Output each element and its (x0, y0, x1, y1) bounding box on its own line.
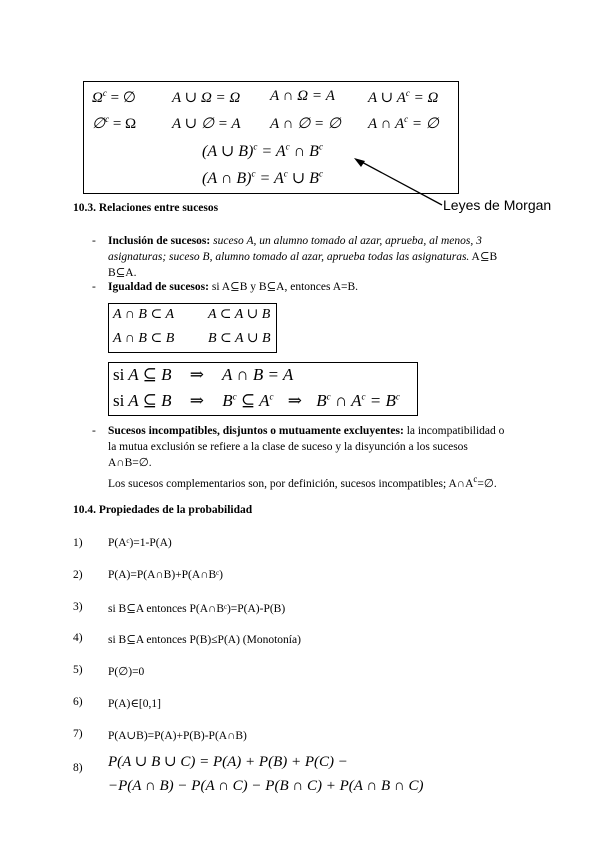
identity-a-intersect-ac (368, 114, 439, 133)
section-heading-10-4: 10.4. Propiedades de la probabilidad (73, 504, 253, 516)
property-number: 4) (73, 632, 83, 644)
bullet-italic-text: suceso A, un alumno tomado al azar, aprueba, al menos, 3 asignaturas; suceso B, alumno tomado al azar, aprueba todas las asignaturas. (108, 235, 482, 263)
morgan-text: (A ∩ B) (202, 170, 252, 187)
morgan-law-1 (202, 141, 323, 161)
bullet-equality (108, 279, 358, 295)
section-heading-10-3: 10.3. Relaciones entre sucesos (73, 202, 219, 214)
implication-row-1 (113, 365, 293, 385)
superscript: c (102, 88, 107, 98)
property-number: 1) (73, 537, 83, 549)
property-text: P(A)∈[0,1] (108, 698, 161, 710)
superscript: c (253, 141, 258, 152)
implication-text: A ∩ B = A (221, 365, 294, 384)
morgan-law-2 (202, 168, 323, 188)
property-text: P(∅)=0 (108, 666, 145, 678)
property-number: 5) (73, 664, 83, 676)
bullet-line4-end: =∅. (477, 477, 497, 490)
property-8-line-1: P(A ∪ B ∪ C) = P(A) + P(B) + P(C) − (108, 754, 348, 770)
superscript: c (405, 88, 410, 98)
identity-empty-complement (92, 114, 136, 133)
implies-icon: ⇒ (189, 391, 205, 410)
implication-text: ⊆ A (240, 391, 270, 410)
property-number: 3) (73, 601, 83, 613)
superscript: c (232, 391, 237, 402)
identity-a-union-omega: A ∪ Ω = Ω (172, 90, 241, 106)
identity-a-intersect-empty: A ∩ ∅ = ∅ (270, 116, 341, 132)
implication-text: = B (369, 391, 396, 410)
property-number: 8) (73, 762, 83, 774)
property-text: si B⊆A entonces P(B)≤P(A) (Monotonía) (108, 634, 301, 646)
bullet-line2: B⊆A. (108, 267, 137, 279)
identity-a-intersect-omega: A ∩ Ω = A (270, 88, 335, 104)
identity-a-union-ac (368, 88, 438, 107)
property-text: P(A∪B)=P(A)+P(B)-P(A∩B) (108, 730, 247, 742)
superscript: c (251, 168, 256, 179)
property-number: 7) (73, 728, 83, 740)
bullet-dash: - (92, 425, 96, 437)
superscript: c (361, 391, 366, 402)
superscript: c (326, 391, 331, 402)
si-text: si (113, 391, 125, 410)
bullet-dash: - (92, 281, 96, 293)
implies-icon: ⇒ (287, 391, 302, 410)
bullet-line4: Los sucesos complementarios son, por definición, sucesos incompatibles; A∩A (108, 477, 474, 490)
identity-text: A ∪ A (368, 90, 406, 106)
implication-text: A ⊆ B (128, 365, 172, 384)
superscript: c (269, 391, 274, 402)
implication-text: A ⊆ B (128, 391, 172, 410)
identity-omega-complement (92, 88, 136, 107)
bullet-plain-text: si A⊆B y B⊆A, entonces A=B. (208, 281, 359, 293)
property-text: P(A)=P(A∩B)+P(A∩Bᶜ) (108, 569, 223, 581)
bullet-dash: - (92, 235, 96, 247)
superscript: c (285, 141, 290, 152)
si-text: si (113, 365, 125, 384)
morgan-text: ∩ B (293, 143, 319, 160)
superscript: c (404, 114, 409, 124)
superscript: c (318, 168, 323, 179)
morgan-text: ∪ B (291, 170, 319, 187)
superscript: c (105, 114, 110, 124)
bullet-term: Igualdad de sucesos: (108, 281, 209, 293)
bullet-inclusion (108, 233, 528, 281)
bullet-line3: A∩B=∅. (108, 457, 152, 469)
implication-text: B (316, 391, 327, 410)
identity-text: ∅ (92, 116, 106, 132)
superscript: c (395, 391, 400, 402)
property-8-line-2: −P(A ∩ B) − P(A ∩ C) − P(B ∩ C) + P(A ∩ B ∩ C) (108, 778, 424, 794)
bullet-plain-text: A⊆B (469, 251, 498, 263)
superscript: c (473, 474, 478, 484)
implication-text: ∩ A (334, 391, 362, 410)
inclusion-formula: B ⊂ A ∪ B (208, 331, 271, 346)
identity-text: = Ω (413, 90, 439, 106)
morgan-text: = A (259, 170, 284, 187)
bullet-line2: la mutua exclusión se refiere a la clase de suceso y la disyunción a los sucesos (108, 441, 468, 453)
identity-text: Ω (92, 90, 103, 106)
identity-text: = ∅ (411, 116, 439, 132)
morgan-label: Leyes de Morgan (443, 197, 552, 213)
identity-text: = ∅ (110, 90, 136, 106)
superscript: c (318, 141, 323, 152)
identity-text: = Ω (112, 116, 137, 132)
inclusion-formula: A ⊂ A ∪ B (208, 307, 271, 322)
identity-a-union-empty: A ∪ ∅ = A (172, 116, 241, 132)
implies-icon: ⇒ (189, 365, 205, 384)
superscript: c (283, 168, 288, 179)
property-number: 2) (73, 569, 83, 581)
morgan-text: (A ∪ B) (202, 143, 254, 160)
bullet-term: Sucesos incompatibles, disjuntos o mutuamente excluyentes: (108, 425, 404, 437)
bullet-term: Inclusión de sucesos: (108, 235, 211, 247)
inclusion-formula: A ∩ B ⊂ A (113, 307, 174, 322)
property-number: 6) (73, 696, 83, 708)
implication-text: B (222, 391, 233, 410)
inclusion-formula: A ∩ B ⊂ B (113, 331, 175, 346)
morgan-text: = A (261, 143, 286, 160)
property-text: P(Aᶜ)=1-P(A) (108, 537, 172, 549)
implication-row-2 (113, 391, 400, 411)
arrow-icon (350, 155, 450, 210)
identity-text: A ∩ A (368, 116, 405, 132)
property-text: si B⊆A entonces P(A∩Bᶜ)=P(A)-P(B) (108, 603, 286, 615)
bullet-incompatible (108, 423, 548, 492)
bullet-plain-text: la incompatibilidad o (403, 425, 505, 437)
